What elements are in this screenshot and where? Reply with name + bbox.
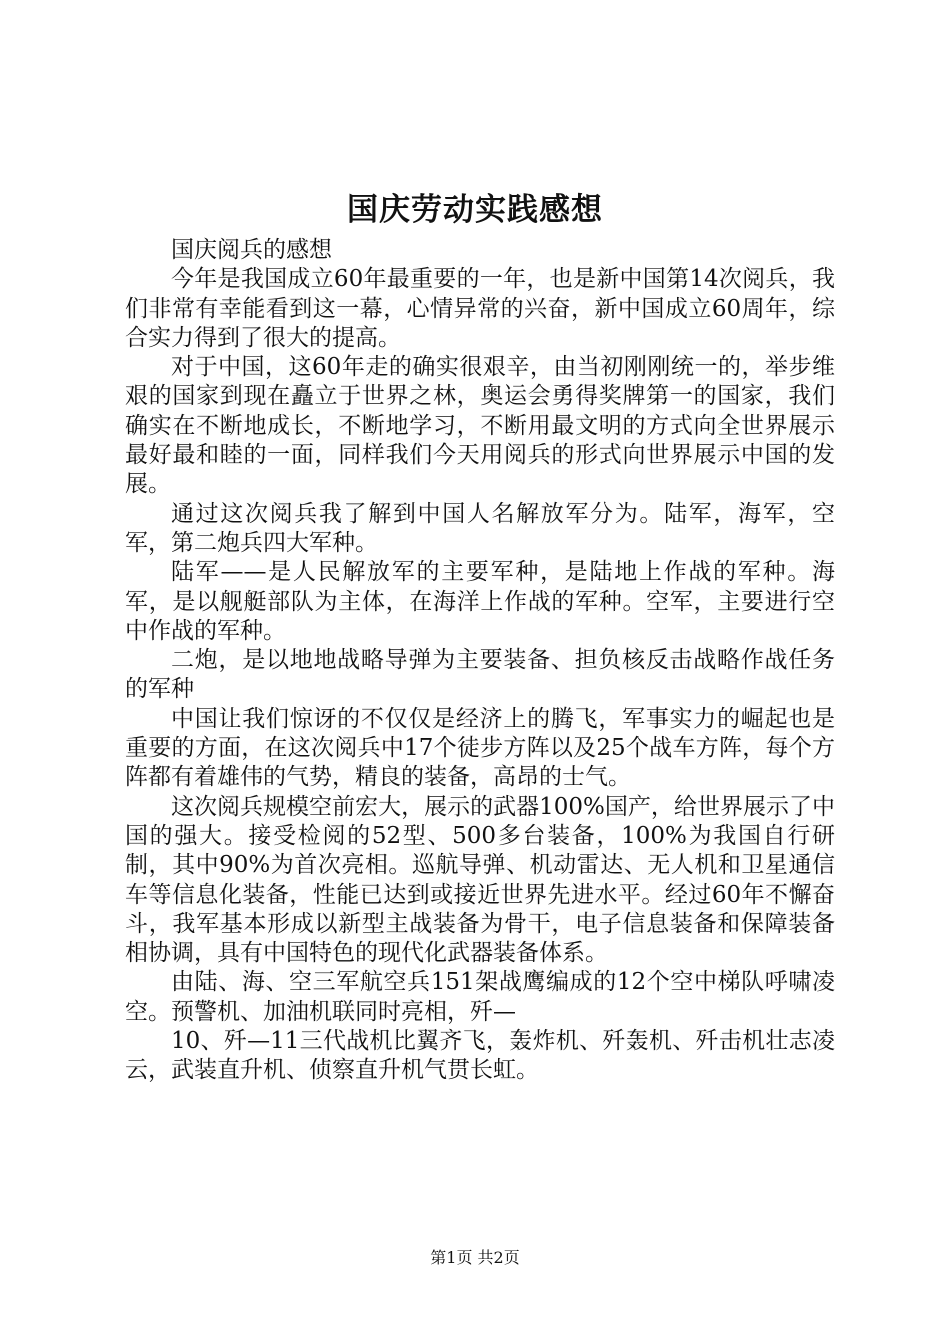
document-title: 国庆劳动实践感想 [347,192,603,228]
paragraph: 这次阅兵规模空前宏大，展示的武器100%国产，给世界展示了中国的强大。接受检阅的52型、500多台装备，100%为我国自行研制，其中90%为首次亮相。巡航导弹、机动雷达、无人机和卫星通信车等信息化装备，性能已达到或接近世界先进水平。经过60年不懈奋斗，我军基本形成以新型主战装备为骨干，电子信息装备和保障装备相协调，具有中国特色的现代化武器装备体系。 [125,793,835,967]
document-body [125,236,835,1086]
page-footer: 第1页 共2页 [430,1248,520,1267]
paragraph: 陆军——是人民解放军的主要军种，是陆地上作战的军种。海军，是以舰艇部队为主体，在海洋上作战的军种。空军，主要进行空中作战的军种。 [125,559,835,644]
paragraph: 对于中国，这60年走的确实很艰辛，由当初刚刚统一的，举步维艰的国家到现在矗立于世界之林，奥运会勇得奖牌第一的国家，我们确实在不断地成长，不断地学习，不断用最文明的方式向全世界展示最好最和睦的一面，同样我们今天用阅兵的形式向世界展示中国的发展。 [125,354,835,498]
paragraph-heading: 国庆阅兵的感想 [171,237,332,263]
paragraph: 10、歼—11三代战机比翼齐飞，轰炸机、歼轰机、歼击机壮志凌云，武装直升机、侦察直升机气贯长虹。 [125,1028,835,1084]
paragraph: 由陆、海、空三军航空兵151架战鹰编成的12个空中梯队呼啸凌空。预警机、加油机联同时亮相，歼— [125,969,835,1025]
paragraph: 通过这次阅兵我了解到中国人名解放军分为。陆军，海军，空军，第二炮兵四大军种。 [125,500,835,556]
paragraph: 中国让我们惊讶的不仅仅是经济上的腾飞，军事实力的崛起也是重要的方面，在这次阅兵中17个徒步方阵以及25个战车方阵，每个方阵都有着雄伟的气势，精良的装备，高昂的士气。 [125,705,835,791]
paragraph: 二炮，是以地地战略导弹为主要装备、担负核反击战略作战任务的军种 [125,647,835,703]
paragraph: 今年是我国成立60年最重要的一年，也是新中国第14次阅兵，我们非常有幸能看到这一幕，心情异常的兴奋，新中国成立60周年，综合实力得到了很大的提高。 [125,266,835,351]
